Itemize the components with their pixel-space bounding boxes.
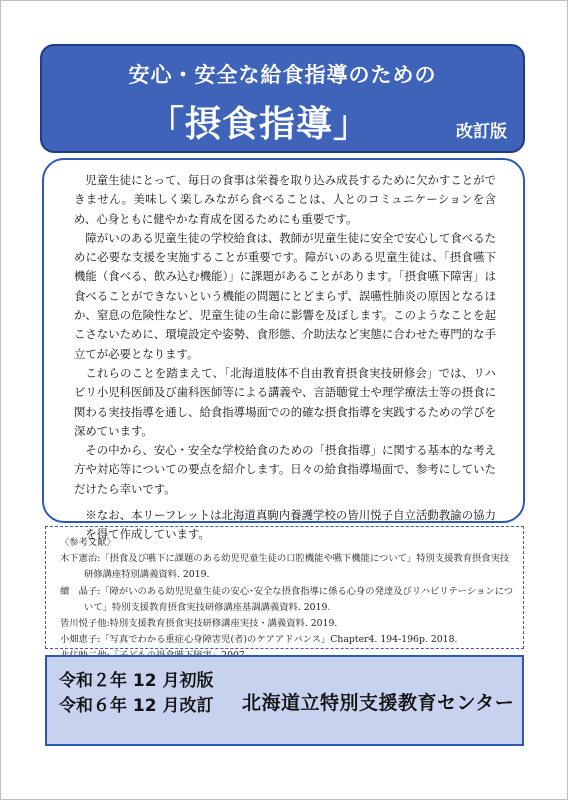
cooperation-note: ※なお、本リーフレットは北海道真駒内養護学校の皆川悦子自立活動教諭の協力を得て作成しています。	[85, 508, 496, 542]
page-title: 「摂食指導」	[148, 104, 371, 145]
references-list	[60, 535, 515, 665]
publisher-name: 北海道立特別支援教育センター	[242, 692, 515, 714]
intro-text	[74, 171, 496, 545]
edition-label: 改訂版	[456, 122, 507, 142]
edition-dates	[59, 669, 214, 719]
intro-paragraph-2: 障がいのある児童生徒の学校給食は、教師が児童生徒に安全で安心して食べるために必要な支援を実施することが重要です。障がいのある児童生徒は、「摂食嚥下機能（食べる、飲み込む機能）」に課題があることがあります。「摂食嚥下障害」は食べることができないという機能の問題にとどまらず、誤嚥性肺炎の原因となるほか、窒息の危険性など、児童生徒の生命に影響を及ぼします。このようなことを起こさないために、環境設定や姿勢、食形態、介助法など実態に合わせた専門的な手立てが必要となります。	[74, 230, 496, 361]
references-box	[45, 526, 524, 649]
first-edition-date: 令和２年 12 月初版	[59, 671, 214, 691]
title-banner	[40, 44, 525, 153]
intro-paragraph-4: その中から、安心・安全な学校給食のための「摂食指導」に関する基本的な考え方や対応等についての要点を紹介します。日々の給食指導場面で、参考にしていただけたら幸いです。	[74, 443, 496, 496]
intro-paragraph-1: 児童生徒にとって、毎日の食事は栄養を取り込み成長するために欠かすことができません。美味しく楽しみながら食べることは、人とのコミュニケーションを含め、心身ともに健やかな育成を図るためにも重要です。	[74, 173, 496, 226]
page-subtitle: 安心・安全な給食指導のための	[128, 63, 437, 87]
reference-item: 續 晶子:「障がいのある幼児児童生徒の安心･安全な摂食指導に係る心身の発達及びリハビリテーションについて」特別支援教育摂食実技研修講座基調講義資料. 2019.	[60, 585, 514, 613]
intro-paragraph-3: これらのことを踏まえて、「北海道肢体不自由教育摂食実技研修会」では、リハビリ小児科医師及び歯科医師等による講義や、言語聴覚士や理学療法士等の摂食に関わる実技指導を通し、給食指導場面での的確な摂食指導を実践するための学びを深めています。	[74, 365, 496, 438]
intro-text-box	[42, 158, 525, 542]
references-heading: 〈参考文献〉	[60, 537, 116, 548]
revised-date: 令和６年 12 月改訂	[59, 696, 214, 716]
reference-item: 皆川悦子他:特別支援教育摂食実技研修講座実技・講義資料. 2019.	[60, 618, 338, 630]
publisher-footer	[45, 655, 524, 746]
reference-item: 木下憲治:「摂食及び嚥下に課題のある幼児児童生徒の口腔機能や嚥下機能について」特別支援教育摂食実技研修講座特別講義資料. 2019.	[60, 553, 510, 581]
reference-item: 小畑恵子:「写真でわかる重症心身障害児(者)のケアアドバンス」Chapter4. 194-196p. 2018.	[60, 634, 458, 646]
